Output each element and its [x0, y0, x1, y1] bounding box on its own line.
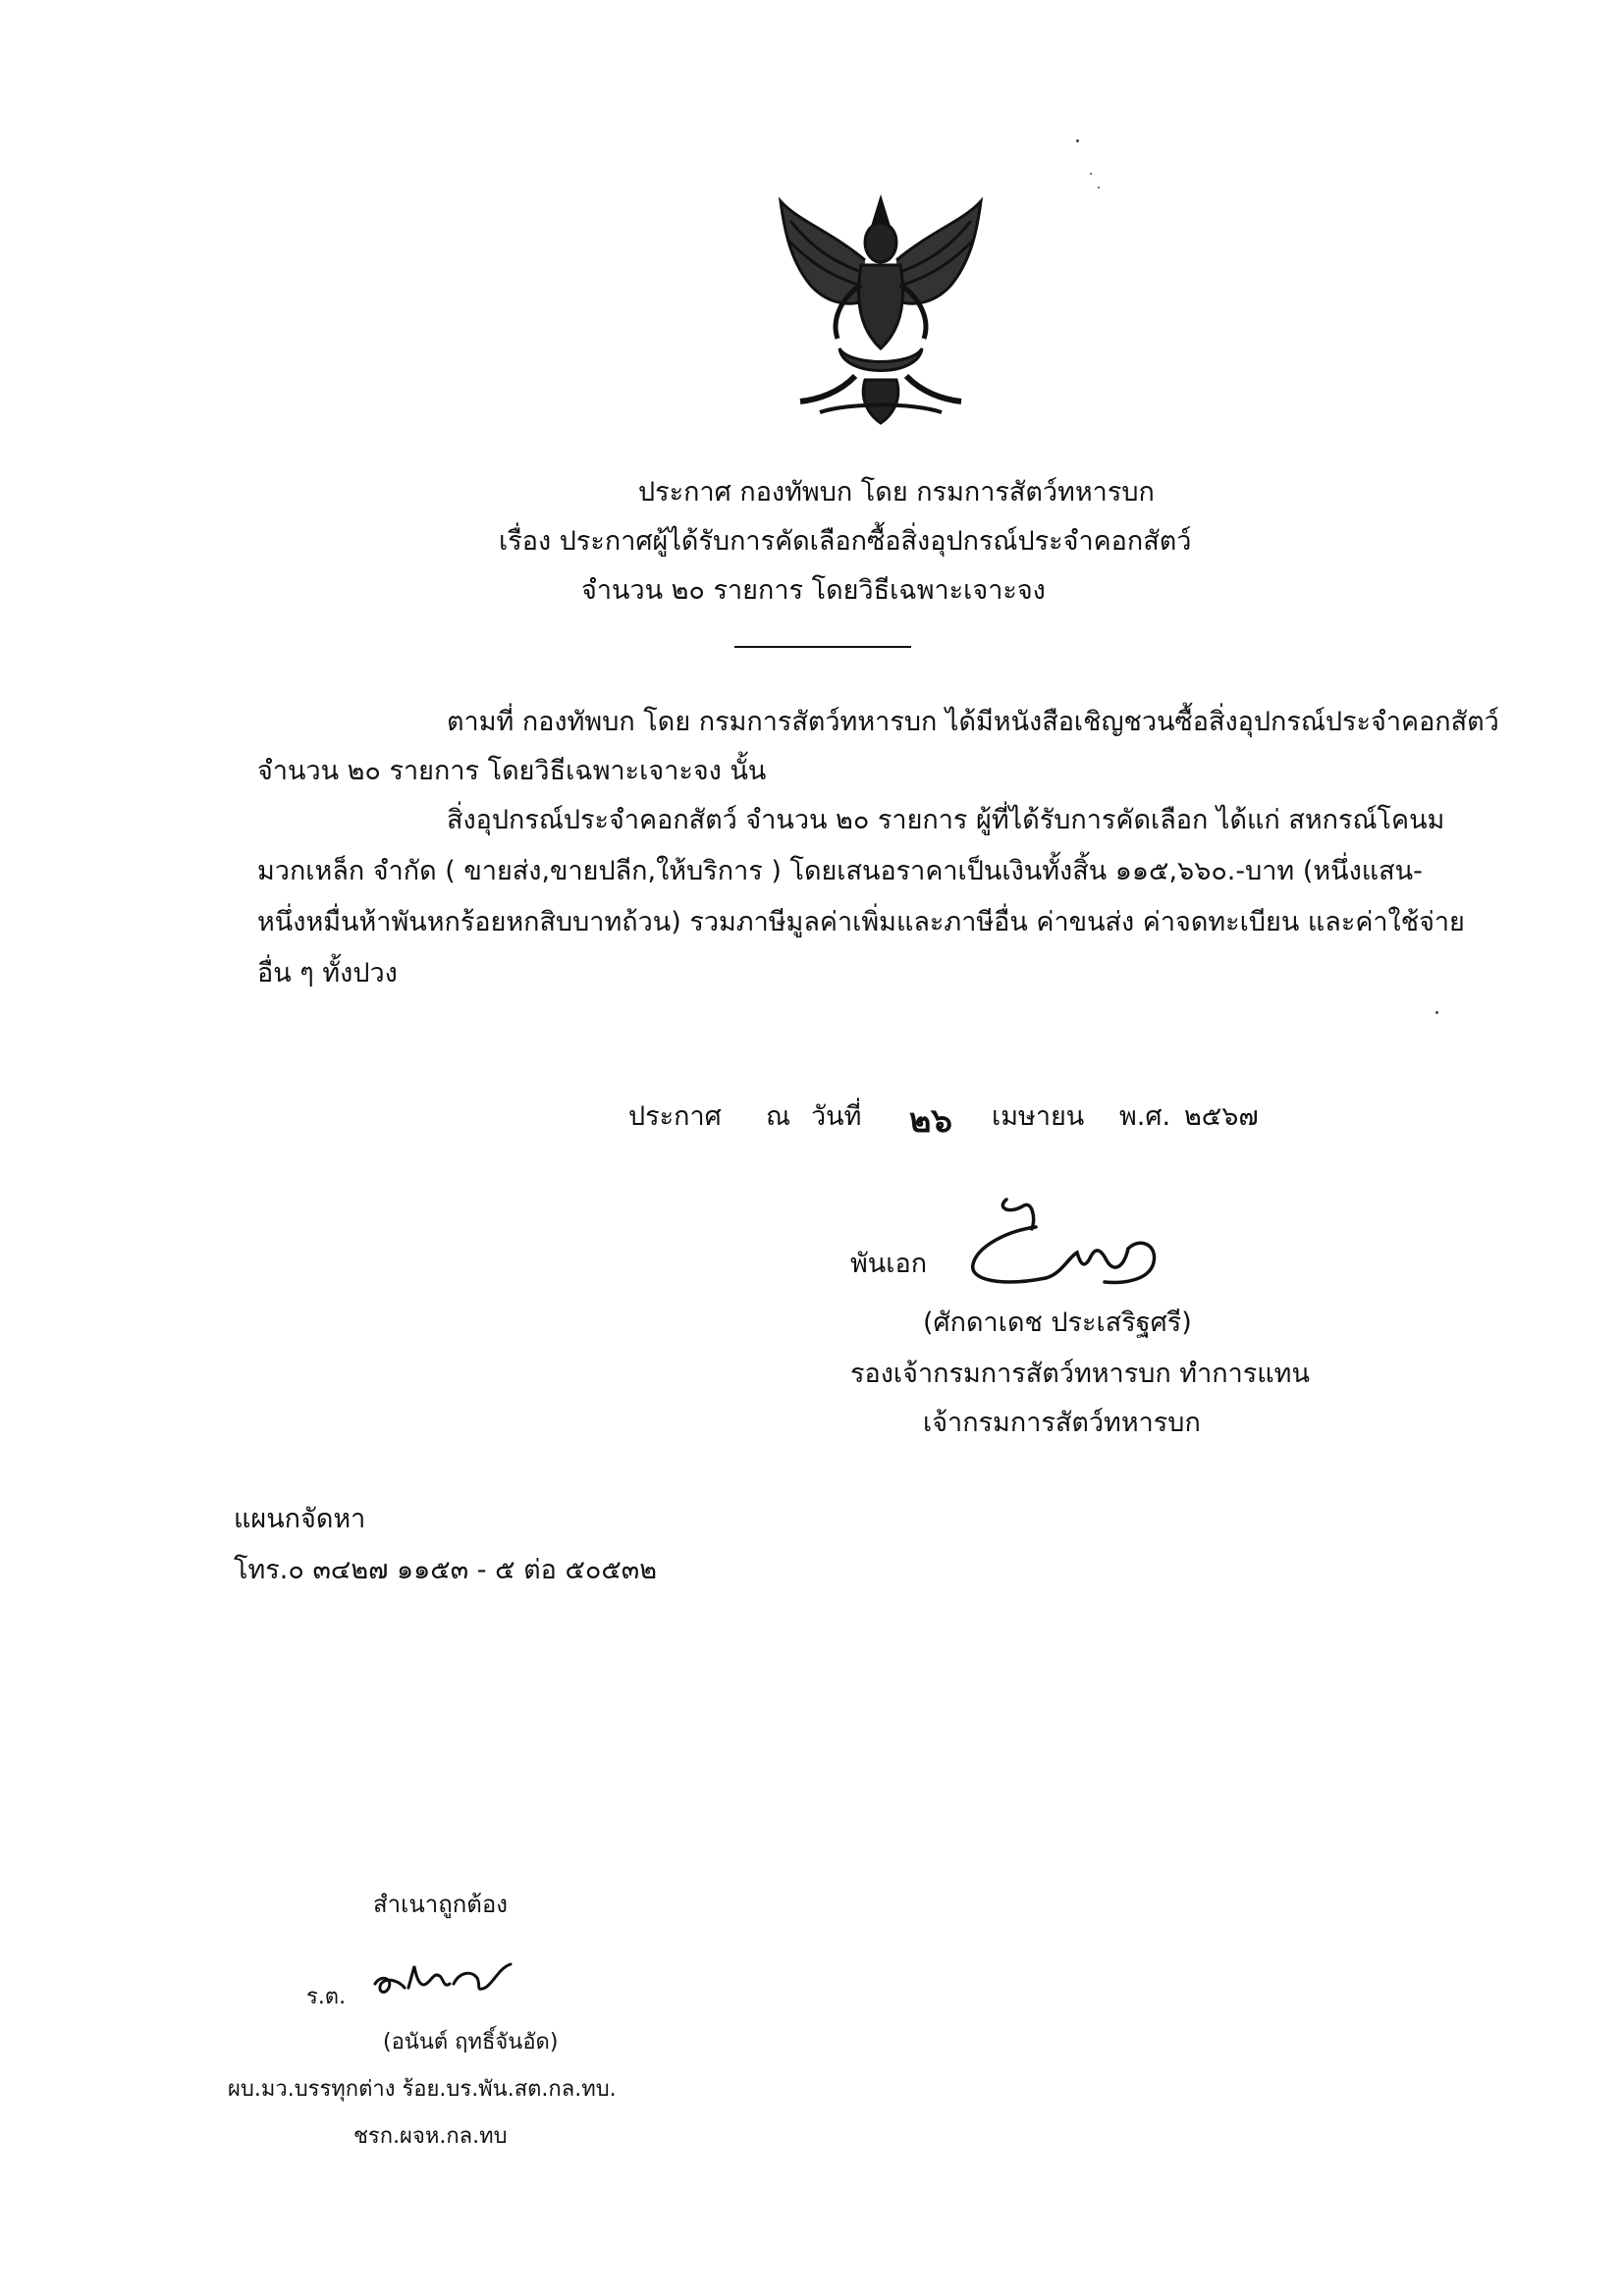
body-para2-line2: มวกเหล็ก จำกัด ( ขายส่ง,ขายปลีก,ให้บริการ ) โดยเสนอราคาเป็นเงินทั้งสิ้น ๑๑๕,๖๖๐.-บาท (หนึ่งแสน- — [257, 856, 1423, 886]
certified-rank: ร.ต. — [306, 1985, 347, 2009]
contact-dept: แผนกจัดหา — [234, 1504, 366, 1534]
certified-position-2: ชรก.ผจห.กล.ทบ — [353, 2124, 508, 2149]
announce-day: ๒๖ — [909, 1101, 952, 1141]
announce-at: ณ — [766, 1101, 791, 1132]
certified-label: สำเนาถูกต้อง — [373, 1891, 508, 1918]
announce-prefix: ประกาศ — [628, 1101, 722, 1132]
garuda-emblem-icon — [771, 191, 992, 427]
certifier-signature-image — [371, 1949, 518, 2002]
signature-image — [967, 1188, 1173, 1296]
body-para1-line2: จำนวน ๒๐ รายการ โดยวิธีเฉพาะเจาะจง นั้น — [257, 756, 767, 786]
header-divider — [734, 646, 911, 648]
scan-speck — [1076, 139, 1079, 142]
body-para2-line1: สิ่งอุปกรณ์ประจำคอกสัตว์ จำนวน ๒๐ รายการ ผู้ที่ได้รับการคัดเลือก ได้แก่ สหกรณ์โคนม — [447, 805, 1445, 835]
signatory-position-2: เจ้ากรมการสัตว์ทหารบก — [923, 1408, 1201, 1438]
subject-line: เรื่อง ประกาศผู้ได้รับการคัดเลือกซื้อสิ่งอุปกรณ์ประจำคอกสัตว์ — [499, 526, 1192, 557]
signatory-rank: พันเอก — [850, 1249, 928, 1279]
signatory-position-1: รองเจ้ากรมการสัตว์ทหารบก ทำการแทน — [850, 1359, 1310, 1389]
announce-month: เมษายน — [992, 1101, 1085, 1132]
certified-position-1: ผบ.มว.บรรทุกต่าง ร้อย.บร.พัน.สต.กล.ทบ. — [228, 2077, 617, 2102]
body-para1-line1: ตามที่ กองทัพบก โดย กรมการสัตว์ทหารบก ได้มีหนังสือเชิญชวนซื้อสิ่งอุปกรณ์ประจำคอกสัตว์ — [447, 707, 1499, 737]
certified-name: (อนันต์ ฤทธิ์จันอัด) — [383, 2030, 559, 2055]
contact-phone: โทร.๐ ๓๔๒๗ ๑๑๕๓ - ๕ ต่อ ๕๐๕๓๒ — [234, 1555, 658, 1585]
announce-era: พ.ศ. — [1119, 1101, 1171, 1132]
announce-year: ๒๕๖๗ — [1184, 1101, 1259, 1132]
scan-speck — [1098, 187, 1100, 188]
scan-speck — [1435, 1011, 1438, 1014]
scan-speck — [1090, 173, 1092, 175]
announce-day-label: วันที่ — [811, 1101, 862, 1132]
signatory-name: (ศักดาเดช ประเสริฐศรี) — [923, 1308, 1192, 1338]
body-para2-line4: อื่น ๆ ทั้งปวง — [257, 958, 398, 988]
subject-line-2: จำนวน ๒๐ รายการ โดยวิธีเฉพาะเจาะจง — [581, 575, 1046, 606]
announcement-title: ประกาศ กองทัพบก โดย กรมการสัตว์ทหารบก — [638, 477, 1155, 507]
body-para2-line3: หนึ่งหมื่นห้าพันหกร้อยหกสิบบาทถ้วน) รวมภาษีมูลค่าเพิ่มและภาษีอื่น ค่าขนส่ง ค่าจดทะเบียน และค่าใช้จ่าย — [257, 907, 1465, 937]
